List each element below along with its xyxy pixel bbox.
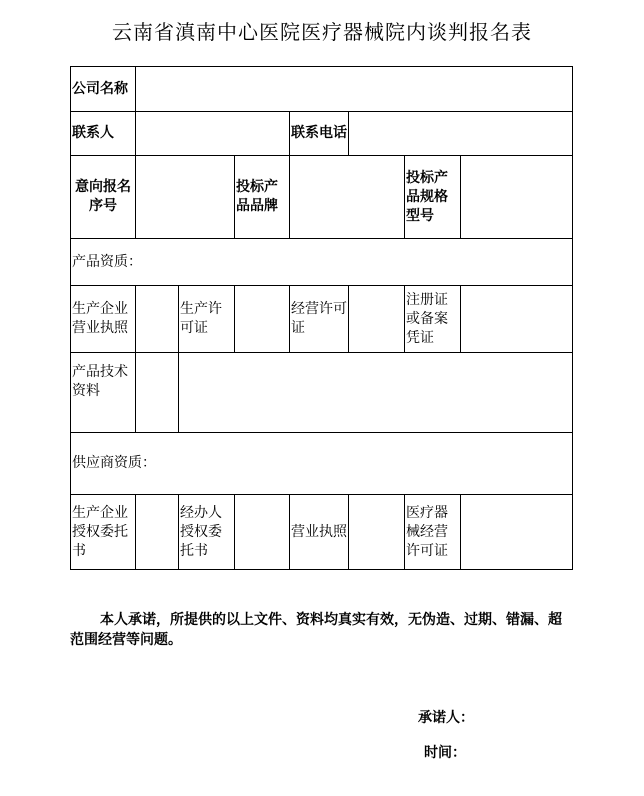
contact-person-label: 联系人 <box>71 112 136 156</box>
supplier-qual-section-label: 供应商资质： <box>71 433 573 495</box>
product-qual-row <box>71 286 573 353</box>
supplier-qual-section-row <box>71 433 573 495</box>
contact-person-field[interactable] <box>136 112 290 156</box>
handler-authorization-label: 经办人授权委托书 <box>179 495 235 570</box>
product-info-row <box>71 156 573 239</box>
business-license-label: 生产企业营业执照 <box>71 286 136 353</box>
operation-permit-label: 经营许可证 <box>290 286 349 353</box>
device-operation-permit-check[interactable] <box>461 495 573 570</box>
tech-docs-label: 产品技术资料 <box>71 353 136 433</box>
intent-seq-label: 意向报名序号 <box>71 156 136 239</box>
company-name-row <box>71 67 573 112</box>
registration-cert-label: 注册证或备案凭证 <box>405 286 461 353</box>
company-name-label: 公司名称 <box>71 67 136 112</box>
pledge-statement: 本人承诺，所提供的以上文件、资料均真实有效，无伪造、过期、错漏、超范围经营等问题。 <box>70 612 562 648</box>
tech-docs-notes[interactable] <box>179 353 573 433</box>
supplier-qual-row <box>71 495 573 570</box>
device-operation-permit-label: 医疗器械经营许可证 <box>405 495 461 570</box>
product-qual-section-label: 产品资质： <box>71 239 573 286</box>
tech-docs-check[interactable] <box>136 353 179 433</box>
spec-label: 投标产品规格型号 <box>405 156 461 239</box>
product-qual-section-row <box>71 239 573 286</box>
registration-form-table <box>70 66 573 570</box>
registration-cert-check[interactable] <box>461 286 573 353</box>
brand-label: 投标产品品牌 <box>235 156 290 239</box>
handler-authorization-check[interactable] <box>235 495 290 570</box>
production-permit-label: 生产许可证 <box>179 286 235 353</box>
business-license2-check[interactable] <box>349 495 405 570</box>
business-license-check[interactable] <box>136 286 179 353</box>
contact-row <box>71 112 573 156</box>
tech-docs-row <box>71 353 573 433</box>
date-label: 时间： <box>424 745 466 761</box>
business-license2-label: 营业执照 <box>290 495 349 570</box>
contact-phone-field[interactable] <box>349 112 573 156</box>
brand-field[interactable] <box>290 156 405 239</box>
promisor-label: 承诺人： <box>418 710 474 726</box>
authorization-letter-label: 生产企业授权委托书 <box>71 495 136 570</box>
company-name-field[interactable] <box>136 67 573 112</box>
intent-seq-field[interactable] <box>136 156 235 239</box>
operation-permit-check[interactable] <box>349 286 405 353</box>
page-title: 云南省滇南中心医院医疗器械院内谈判报名表 <box>112 20 532 44</box>
contact-phone-label: 联系电话 <box>290 112 349 156</box>
spec-field[interactable] <box>461 156 573 239</box>
production-permit-check[interactable] <box>235 286 290 353</box>
authorization-letter-check[interactable] <box>136 495 179 570</box>
